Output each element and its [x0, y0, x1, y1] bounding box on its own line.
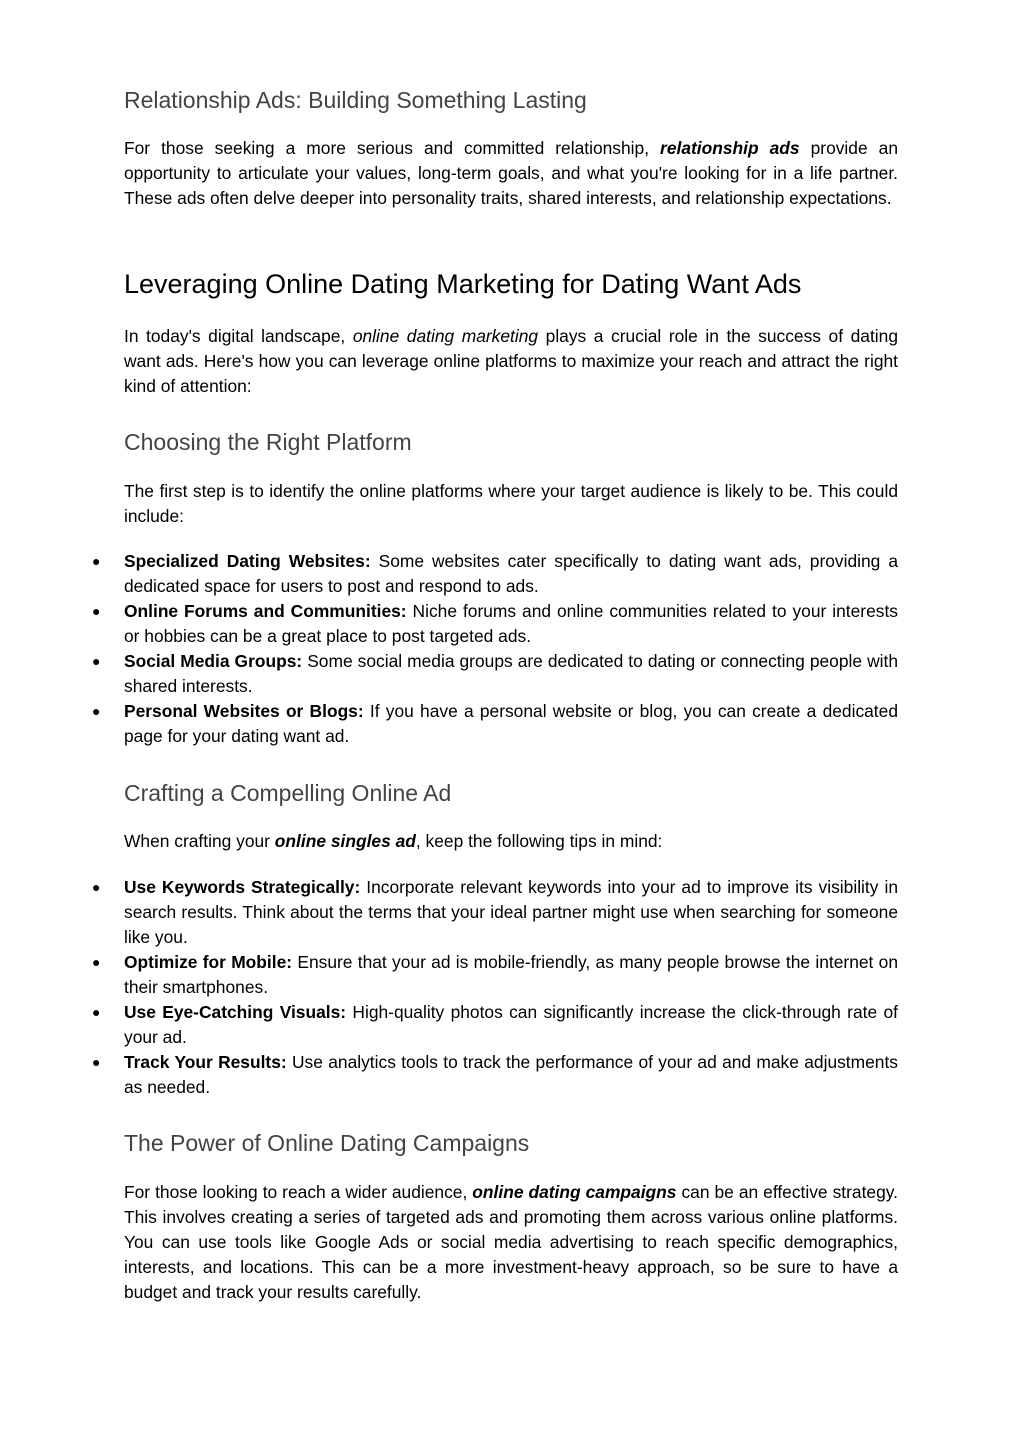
- item-label: Online Forums and Communities:: [124, 601, 407, 621]
- bullet-icon: ●: [92, 703, 101, 719]
- text: provide an opportunity to articulate your values, long-term goals, and what you're looking for in a life partner. These ads often delve deeper into personality traits, shared interests, and relationship expectations.: [124, 138, 899, 208]
- item-text: Some social media groups are dedicated to dating or connecting people with shared interests.: [124, 651, 898, 696]
- paragraph-platform-intro: The first step is to identify the online platforms where your target audience is likely to be. This could include:: [124, 481, 898, 526]
- heading-leveraging: Leveraging Online Dating Marketing for Dating Want Ads: [124, 269, 802, 299]
- text: plays a crucial role in the success of dating want ads. Here's how you can leverage online platforms to maximize your reach and attract the right kind of attention:: [124, 326, 898, 396]
- item-text: Ensure that your ad is mobile-friendly, as many people browse the internet on their smartphones.: [124, 952, 898, 997]
- item-label: Use Keywords Strategically:: [124, 877, 361, 897]
- text: can be an effective strategy. This involves creating a series of targeted ads and promoting them across various online platforms. You can use tools like Google Ads or social media advertising to reach specific demographics, interests, and locations. This can be a more investment-heavy approach, so be sure to have a budget and track your results carefully.: [124, 1182, 898, 1302]
- item-text: Incorporate relevant keywords into your ad to improve its visibility in search results. Think about the terms that your ideal partner might use when searching for someone like you.: [124, 877, 898, 947]
- paragraph-campaigns: [124, 1180, 898, 1305]
- bullet-icon: ●: [92, 1054, 101, 1070]
- list-item: [62, 549, 898, 599]
- list-item: [62, 699, 898, 749]
- item-label: Social Media Groups:: [124, 651, 303, 671]
- text: For those looking to reach a wider audience,: [124, 1182, 473, 1202]
- item-text: Niche forums and online communities related to your interests or hobbies can be a great place to post targeted ads.: [124, 601, 898, 646]
- item-label: Personal Websites or Blogs:: [124, 701, 364, 721]
- bullet-icon: ●: [92, 954, 101, 970]
- item-text: Use analytics tools to track the performance of your ad and make adjustments as needed.: [124, 1052, 898, 1097]
- emphasis-text: relationship ads: [660, 138, 800, 158]
- bullet-icon: ●: [92, 603, 101, 619]
- paragraph-leveraging: [124, 324, 898, 399]
- heading-campaigns: The Power of Online Dating Campaigns: [124, 1130, 530, 1156]
- text: For those seeking a more serious and committed relationship,: [124, 138, 661, 158]
- item-label: Track Your Results:: [124, 1052, 287, 1072]
- list-item: [62, 649, 898, 699]
- item-label: Optimize for Mobile:: [124, 952, 293, 972]
- bullet-icon: ●: [92, 1004, 101, 1020]
- item-label: Specialized Dating Websites:: [124, 551, 371, 571]
- paragraph-crafting-intro: [124, 829, 898, 854]
- item-label: Use Eye-Catching Visuals:: [124, 1002, 347, 1022]
- item-text: Some websites cater specifically to dating want ads, providing a dedicated space for users to post and respond to ads.: [124, 551, 898, 596]
- paragraph-relationship-ads: [124, 136, 898, 211]
- item-text: If you have a personal website or blog, you can create a dedicated page for your dating want ad.: [124, 701, 898, 746]
- bullet-icon: ●: [92, 653, 101, 669]
- emphasis-text: online dating marketing: [352, 326, 539, 346]
- list-item: [62, 1000, 898, 1050]
- list-item: [62, 875, 898, 950]
- item-text: High-quality photos can significantly increase the click-through rate of your ad.: [124, 1002, 898, 1047]
- crafting-list: [62, 875, 898, 1100]
- bullet-icon: ●: [92, 553, 101, 569]
- heading-crafting-ad: Crafting a Compelling Online Ad: [124, 780, 452, 806]
- emphasis-text: online singles ad: [274, 831, 416, 851]
- list-item: [62, 599, 898, 649]
- heading-choosing-platform: Choosing the Right Platform: [124, 429, 412, 455]
- emphasis-text: online dating campaigns: [472, 1182, 677, 1202]
- bullet-icon: ●: [92, 879, 101, 895]
- list-item: [62, 1050, 898, 1100]
- heading-relationship-ads: Relationship Ads: Building Something Lasting: [124, 87, 587, 113]
- text: , keep the following tips in mind:: [415, 831, 663, 851]
- text: When crafting your: [124, 831, 275, 851]
- text: In today's digital landscape,: [124, 326, 353, 346]
- list-item: [62, 950, 898, 1000]
- platform-list: [62, 549, 898, 749]
